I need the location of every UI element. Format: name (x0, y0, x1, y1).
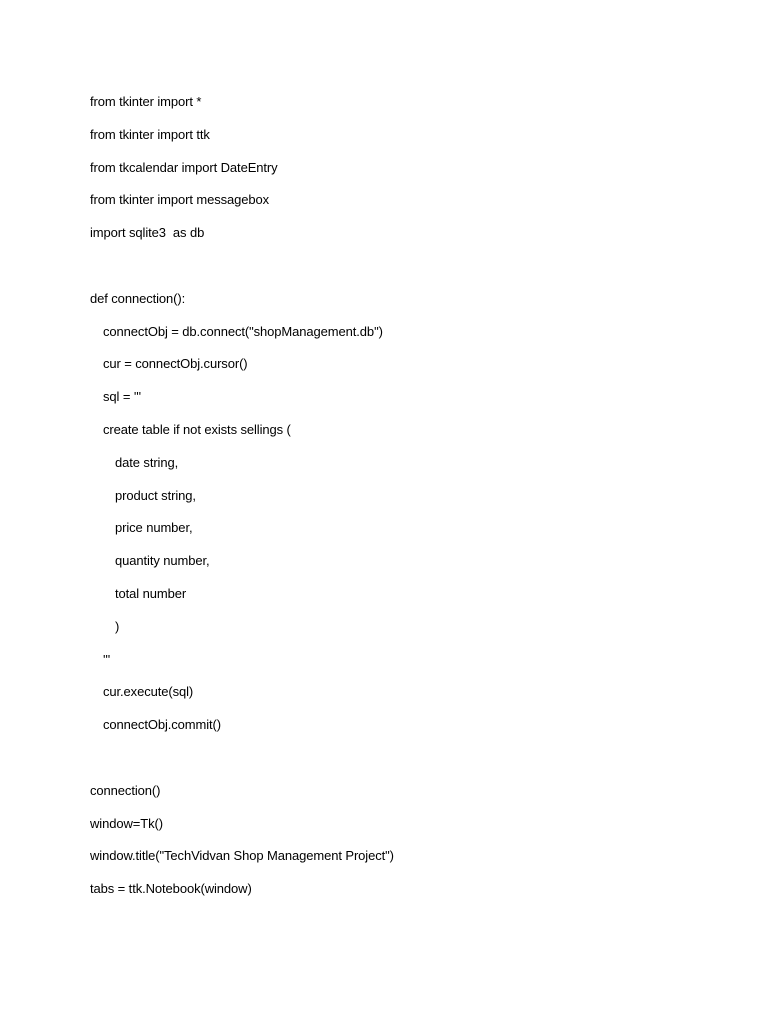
code-line: quantity number, (115, 553, 210, 569)
code-line: total number (115, 585, 187, 601)
code-line: window.title("TechVidvan Shop Management Project") (90, 848, 394, 864)
code-line: cur.execute(sql) (103, 684, 194, 700)
code-listing (90, 92, 394, 912)
code-line: create table if not exists sellings ( (103, 421, 291, 437)
code-line: def connection(): (90, 290, 186, 306)
code-line: sql = ''' (103, 389, 141, 405)
code-line: from tkinter import ttk (90, 126, 210, 142)
blank-line (90, 748, 394, 781)
code-line: ''' (103, 651, 111, 667)
code-line: import sqlite3 as db (90, 225, 205, 241)
code-line: from tkcalendar import DateEntry (90, 159, 278, 175)
code-line: tabs = ttk.Notebook(window) (90, 881, 252, 897)
code-line: from tkinter import messagebox (90, 192, 270, 208)
code-line: window=Tk() (90, 815, 163, 831)
code-line: price number, (115, 520, 193, 536)
code-line: connection() (90, 782, 161, 798)
code-line: from tkinter import * (90, 94, 202, 109)
blank-line (90, 256, 394, 289)
code-line: date string, (115, 454, 179, 470)
code-line: ) (115, 618, 120, 634)
code-line: connectObj = db.connect("shopManagement.db") (103, 323, 383, 339)
code-line: product string, (115, 487, 196, 503)
code-line: cur = connectObj.cursor() (103, 356, 248, 372)
code-line: connectObj.commit() (103, 717, 222, 733)
